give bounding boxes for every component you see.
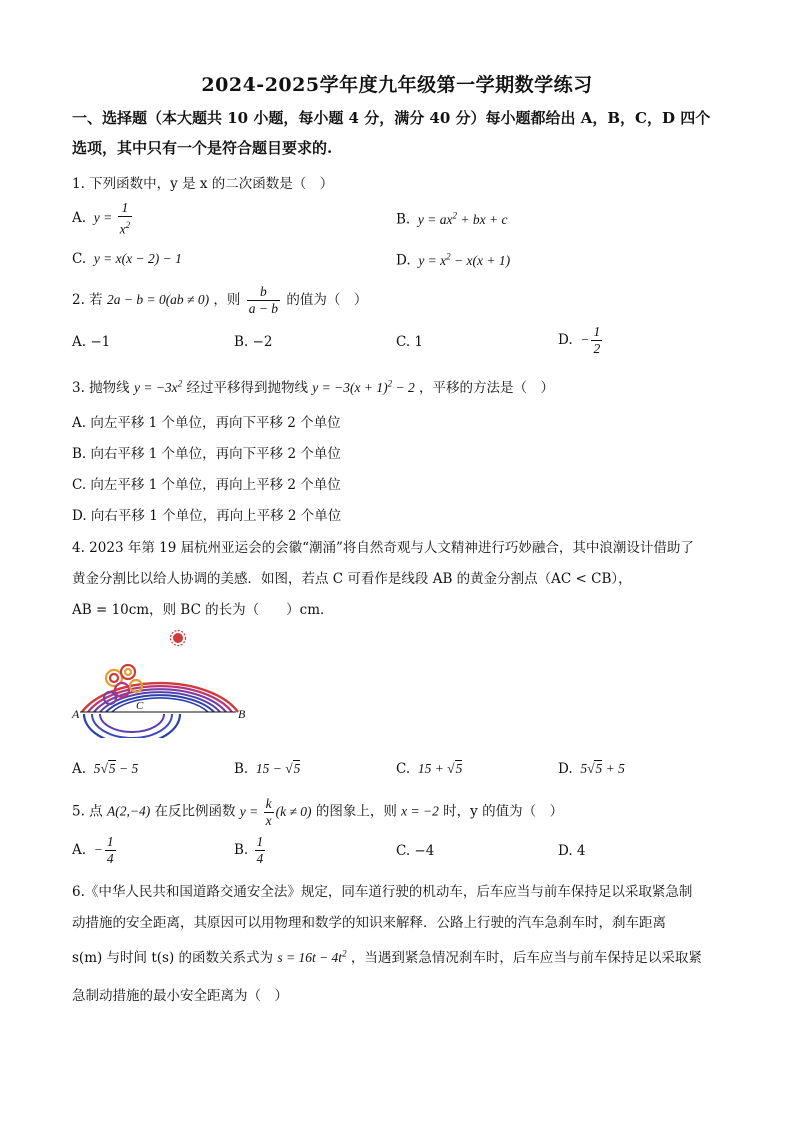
q1-option-a-label: A. — [72, 209, 87, 226]
q4-option-d: D. 5√5 + 5 — [558, 761, 625, 777]
q4-line2: 黄金分割比以给人协调的美感．如图，若点 C 可看作是线段 AB 的黄金分割点（AC < CB）， — [72, 571, 632, 587]
q4-line1: 4. 2023 年第 19 届杭州亚运会的会徽“潮涌”将自然奇观与人文精神进行巧妙融合，其中浪潮设计借助了 — [72, 540, 694, 556]
q3-stem-mid: 经过平移得到抛物线 — [186, 380, 308, 396]
q5-x-value: x = −2 — [401, 803, 439, 819]
q6-line3-pre: s(m) 与时间 t(s) 的函数关系式为 — [72, 950, 274, 966]
q6-formula: $s = 16t - 4t^2$ — [277, 948, 347, 965]
q3-stem-pre: 3. 抛物线 — [72, 380, 130, 396]
q6-line1: 6.《中华人民共和国道路交通安全法》规定，同车道行驶的机动车，后车应当与前车保持足以采取紧急制 — [72, 884, 693, 900]
section-heading-line1: 一、选择题（本大题共 10 小题，每小题 4 分，满分 40 分）每小题都给出 A，B，C，D 四个 — [72, 109, 711, 127]
q2-option-d-label: D. — [558, 332, 573, 348]
q5-point: A(2,−4) — [106, 803, 151, 819]
q1-option-c — [72, 251, 182, 267]
q2-option-a: A. −1 — [72, 334, 111, 350]
q4-option-b-label: B. — [234, 761, 249, 777]
q6-line2: 动措施的安全距离，其原因可以用物理和数学的知识来解释．公路上行驶的汽车急刹车时，刹车距离 — [72, 915, 666, 931]
page-title: 2024-2025学年度九年级第一学期数学练习 — [201, 74, 593, 96]
q6-line4: 急制动措施的最小安全距离为（ ） — [72, 988, 288, 1004]
q1-option-a-formula: y = $\frac{1}{x^2}$ — [90, 200, 131, 237]
q4-option-c: C. 15 + √5 — [396, 761, 463, 777]
q1-option-d-label: D. — [396, 252, 411, 269]
q2-option-b: B. −2 — [234, 334, 273, 350]
q2-option-c: C. 1 — [396, 334, 424, 350]
q1-option-d — [396, 251, 510, 269]
q3-option-d: D. 向右平移 1 个单位，再向上平移 2 个单位 — [72, 508, 342, 524]
q5-option-a: A. − $\frac{1}{4}$ — [72, 834, 114, 866]
q2-fraction: $\frac{b}{a - b}$ — [248, 284, 279, 316]
q1-option-b-label: B. — [396, 211, 411, 228]
q3-option-a: A. 向左平移 1 个单位，再向下平移 2 个单位 — [72, 415, 341, 431]
q1-option-b-formula: $y = ax^2$ + bx + c — [414, 210, 508, 227]
q4-option-c-label: C. — [396, 761, 411, 777]
q1-option-c-label: C. — [72, 251, 87, 267]
q5-stem-mid: 在反比例函数 — [154, 803, 236, 820]
q1-option-a — [72, 200, 134, 238]
q2-stem-pre: 2. 若 — [72, 292, 103, 308]
q4-option-a: A. 5√5 − 5 — [72, 761, 139, 777]
q5-option-b: B. $\frac{1}{4}$ — [234, 834, 264, 866]
q3-option-c: C. 向左平移 1 个单位，再向上平移 2 个单位 — [72, 477, 341, 493]
q3-stem-post: ，平移的方法是（ ） — [419, 380, 555, 396]
q4-line3: AB = 10cm，则 BC 的长为（ ）cm． — [72, 602, 334, 618]
q3-parabola-1: $y = -3x^2$ — [133, 378, 183, 395]
q2-condition: 2a − b = 0(ab ≠ 0) — [106, 292, 210, 307]
q2-stem-mid: ，则 — [213, 292, 241, 308]
q1-stem: 1. 下列函数中，y 是 x 的二次函数是（ ） — [72, 176, 334, 192]
label-a: A — [72, 707, 80, 721]
section-heading-line2: 选项，其中只有一个是符合题目要求的. — [72, 139, 333, 157]
q5-stem-pre: 5. 点 — [72, 803, 103, 820]
q4-option-d-label: D. — [558, 761, 573, 777]
q5-option-a-label: A. — [72, 842, 87, 858]
q5-option-b-label: B. — [234, 842, 249, 858]
q5-option-d: D. 4 — [558, 843, 586, 859]
q2-stem — [72, 284, 367, 317]
q3-stem — [72, 376, 554, 396]
q6-line3 — [72, 946, 702, 966]
q5-stem-post: 的图象上，则 — [315, 803, 397, 820]
q1-option-c-formula: y = x(x − 2) − 1 — [90, 251, 182, 266]
q1-option-b — [396, 210, 507, 228]
q1-option-d-formula: $y = x^2 - x(x + 1)$ — [414, 251, 511, 268]
q5-stem — [72, 796, 563, 829]
q5-option-c: C. −4 — [396, 843, 435, 859]
wave-arcs — [82, 683, 238, 738]
q6-line3-post: ，当遇到紧急情况刹车时，后车应当与前车保持足以采取紧 — [350, 950, 702, 966]
q2-option-d: D. − $\frac{1}{2}$ — [558, 324, 601, 356]
q4-option-b: B. 15 − √5 — [234, 761, 301, 777]
label-c: C — [136, 700, 144, 712]
q2-option-d-fraction: $\frac{1}{2}$ — [593, 324, 601, 356]
asian-games-emblem-figure — [70, 628, 260, 738]
q3-parabola-2: $y = -3(x + 1)^2 - 2$ — [312, 378, 415, 395]
q5-stem-end: 时，y 的值为（ ） — [443, 803, 564, 820]
q2-stem-post: 的值为（ ） — [286, 292, 368, 308]
q3-option-b: B. 向右平移 1 个单位，再向下平移 2 个单位 — [72, 446, 341, 462]
q4-option-a-label: A. — [72, 761, 87, 777]
q5-function: y = $\frac{k}{x}$ (k ≠ 0) — [239, 796, 312, 828]
sun-icon — [171, 631, 186, 646]
label-b: B — [238, 707, 246, 721]
